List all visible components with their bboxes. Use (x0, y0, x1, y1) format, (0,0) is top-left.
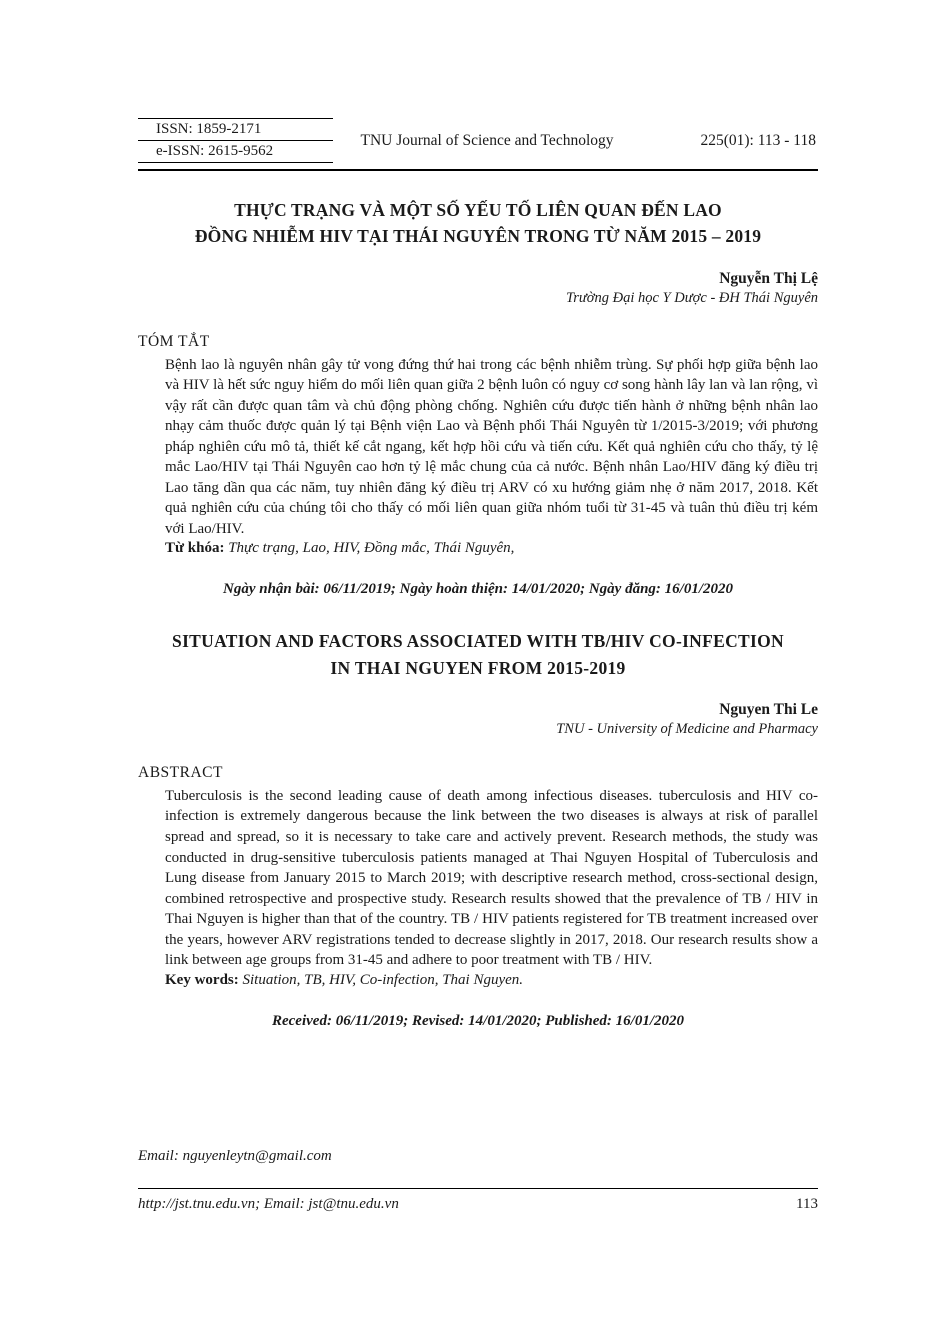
english-author-name: Nguyen Thi Le (719, 700, 818, 718)
footer-page-number: 113 (796, 1196, 818, 1212)
english-title-line2: IN THAI NGUYEN FROM 2015-2019 (330, 657, 626, 678)
vietnamese-title-line1: THỰC TRẠNG VÀ MỘT SỐ YẾU TỐ LIÊN QUAN ĐẾN LAO (234, 200, 722, 220)
vietnamese-keywords: Thực trạng, Lao, HIV, Đồng mắc, Thái Nguyên, (228, 540, 515, 557)
issn-block (138, 118, 333, 163)
vietnamese-author-affiliation: Trường Đại học Y Dược - ĐH Thái Nguyên (565, 289, 818, 306)
vietnamese-title-line2: ĐỒNG NHIỄM HIV TẠI THÁI NGUYÊN TRONG TỪ NĂM 2015 – 2019 (194, 226, 762, 247)
vietnamese-title (138, 197, 818, 250)
english-keywords: Situation, TB, HIV, Co-infection, Thai Nguyen. (242, 971, 524, 988)
vietnamese-author-block (138, 270, 818, 307)
vietnamese-dates-line: Ngày nhận bài: 06/11/2019; Ngày hoàn thiện: 14/01/2020; Ngày đăng: 16/01/2020 (222, 581, 734, 598)
english-keywords-label: Key words: (165, 971, 239, 988)
vietnamese-abstract-heading: TÓM TẮT (138, 332, 210, 350)
vietnamese-keywords-label: Từ khóa: (165, 540, 225, 557)
issue-number: 225(01): 113 - 118 (700, 131, 816, 149)
journal-header (138, 118, 818, 171)
page-content (138, 118, 818, 1030)
english-dates-line: Received: 06/11/2019; Revised: 14/01/2020; Published: 16/01/2020 (271, 1012, 685, 1029)
footer-journal-contact: http://jst.tnu.edu.vn; Email: jst@tnu.edu.vn (138, 1196, 399, 1212)
issn: ISSN: 1859-2171 (138, 119, 333, 141)
english-author-block (138, 701, 818, 738)
vietnamese-abstract-text: Bệnh lao là nguyên nhân gây tử vong đứng thứ hai trong các bệnh nhiễm trùng. Sự phối hợp giữa bệnh lao và HIV là hết sức nguy hiểm do mối liên quan giữa 2 bệnh luôn có nguy cơ song hành lây lan và lan rộng, vì vậy rất cần được quan tâm và chủ động phòng chống. Nghiên cứu được tiến hành ở những bệnh nhân lao nhạy cảm thuốc được quản lý tại Bệnh viện Lao và Bệnh phổi Thái Nguyên từ 1/2015-3/2019; với phương pháp nghiên cứu mô tả, thiết kế cắt ngang, kết hợp hồi cứu và tiến cứu. Kết quả nghiên cứu cho thấy, tỷ lệ mắc Lao/HIV tại Thái Nguyên cao hơn tỷ lệ mắc chung của cả nước. Bệnh nhân Lao/HIV đăng ký điều trị Lao tăng dần qua các năm, tuy nhiên đăng ký điều trị ARV có xu hướng giảm nhẹ ở năm 2017, 2018. Kết quả nghiên cứu của chúng tôi cho thấy có mối liên quan giữa nhóm tuổi từ 31-45 và tuân thủ điều trị kém với Lao/HIV. (165, 356, 818, 537)
english-abstract-text: Tuberculosis is the second leading cause of death among infectious diseases. tuberculosis and HIV co-infection is extremely dangerous because the link between the two diseases is always at risk of parallel spread and spread, so it is necessary to take care and actively prevent. Research methods, the study was conducted in drug-sensitive tuberculosis patients managed at Thai Nguyen Hospital of Tuberculosis and Lung disease from January 2015 to March 2019; with descriptive research method, cross-sectional design, combined retrospective and prospective study. Research results showed that the prevalence of TB / HIV in Thai Nguyen is higher than that of the country. TB / HIV patients registered for TB treatment increased over the years, however ARV registrations tended to decrease slightly in 2017, 2018. Our research results show a link between age groups from 31-45 and adhere to poor treatment with TB / HIV. (165, 787, 818, 969)
page-footer (138, 1188, 818, 1213)
english-title-line1: SITUATION AND FACTORS ASSOCIATED WITH TB/HIV CO-INFECTION (172, 631, 784, 652)
english-abstract-heading: ABSTRACT (138, 763, 223, 781)
journal-name: TNU Journal of Science and Technology (360, 131, 614, 149)
vietnamese-author-name: Nguyễn Thị Lệ (719, 269, 818, 287)
english-title (138, 628, 818, 681)
english-author-affiliation: TNU - University of Medicine and Pharmacy (556, 720, 818, 737)
corresponding-email: Email: nguyenleytn@gmail.com (138, 1148, 332, 1164)
english-keywords-line (165, 972, 818, 989)
eissn: e-ISSN: 2615-9562 (156, 143, 274, 159)
vietnamese-keywords-line (165, 540, 818, 557)
